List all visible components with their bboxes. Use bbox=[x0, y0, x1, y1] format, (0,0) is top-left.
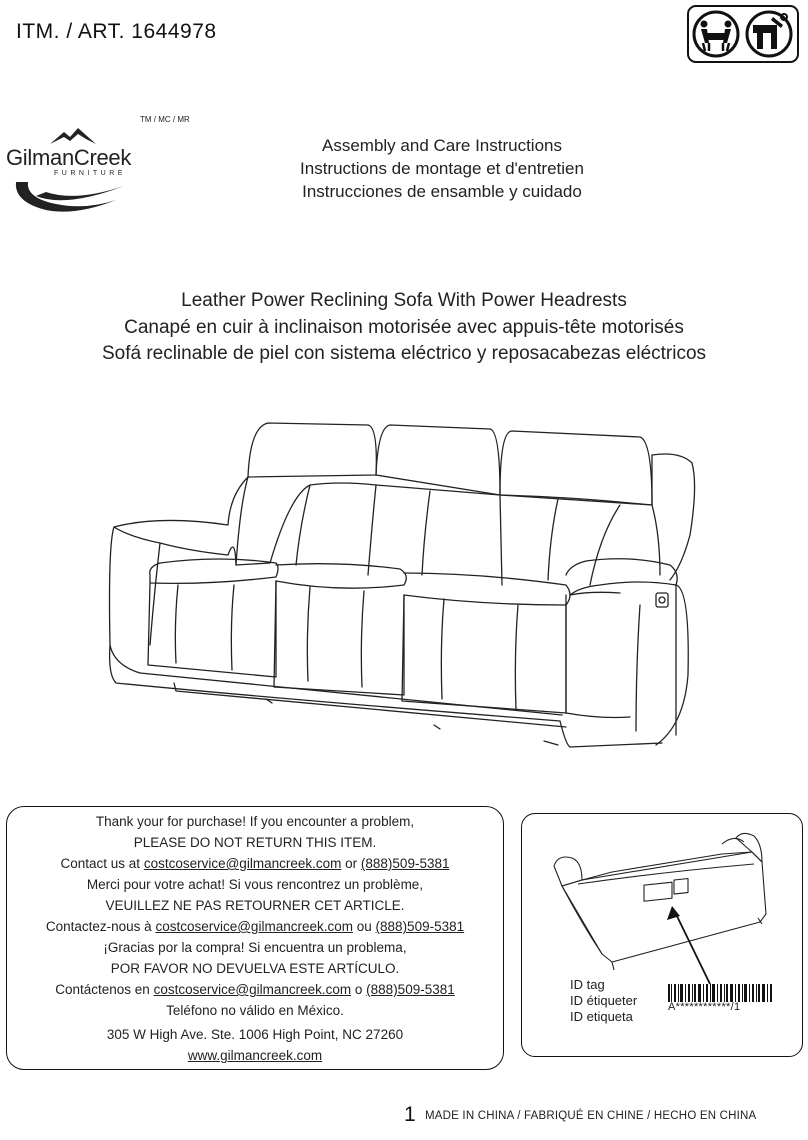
barcode-graphic bbox=[668, 984, 772, 1002]
sofa-underside-illustration bbox=[522, 814, 802, 994]
contact-es-line1: ¡Gracias por la compra! Si encuentra un problema, bbox=[103, 940, 407, 955]
instructions-en: Assembly and Care Instructions bbox=[322, 136, 562, 155]
contact-or: o bbox=[354, 982, 363, 997]
contact-phone-link[interactable]: (888)509-5381 bbox=[360, 856, 450, 871]
contact-or: or bbox=[345, 856, 358, 871]
contact-email-link[interactable]: costcoservice@gilmancreek.com bbox=[153, 982, 352, 997]
contact-fr-info bbox=[6, 919, 504, 934]
trademark-mark: TM / MC / MR bbox=[140, 115, 190, 124]
contact-phone-link[interactable]: (888)509-5381 bbox=[366, 982, 455, 997]
website-link[interactable]: www.gilmancreek.com bbox=[187, 1048, 323, 1063]
instructions-es: Instrucciones de ensamble y cuidado bbox=[302, 182, 582, 201]
id-tag-label-fr: ID étiqueter bbox=[570, 993, 638, 1008]
item-number: ITM. / ART. 1644978 bbox=[16, 20, 217, 43]
product-title-en: Leather Power Reclining Sofa With Power Headrests bbox=[181, 290, 627, 311]
instructions-fr: Instructions de montage et d'entretien bbox=[300, 159, 584, 178]
product-title-es: Sofá reclinable de piel con sistema eléctrico y reposacabezas eléctricos bbox=[101, 343, 707, 364]
contact-en-line2: PLEASE DO NOT RETURN THIS ITEM. bbox=[133, 835, 377, 850]
contact-phone-link[interactable]: (888)509-5381 bbox=[375, 919, 465, 934]
contact-en-prefix: Contact us at bbox=[60, 856, 141, 871]
contact-es-info bbox=[6, 982, 504, 997]
id-tag-label-en: ID tag bbox=[570, 977, 605, 992]
contact-es-line2: POR FAVOR NO DEVUELVA ESTE ARTÍCULO. bbox=[110, 961, 400, 976]
contact-en-info bbox=[6, 856, 504, 871]
barcode-text: A************/1 bbox=[668, 1001, 741, 1013]
contact-phone-note: Teléfono no válido en México. bbox=[166, 1003, 344, 1018]
contact-address: 305 W High Ave. Ste. 1006 High Point, NC 27260 bbox=[106, 1027, 404, 1042]
no-tools-required-icon bbox=[747, 12, 791, 56]
id-tag-box bbox=[521, 813, 803, 1057]
contact-fr-line2: VEUILLEZ NE PAS RETOURNER CET ARTICLE. bbox=[105, 898, 405, 913]
contact-fr-line1: Merci pour votre achat! Si vous rencontrez un problème, bbox=[86, 877, 424, 892]
page-number: 1 bbox=[404, 1103, 416, 1126]
contact-or: ou bbox=[356, 919, 372, 934]
assembly-icons-box bbox=[687, 5, 799, 63]
contact-website-line bbox=[6, 1048, 504, 1063]
contact-fr-prefix: Contactez-nous à bbox=[45, 919, 152, 934]
two-person-lift-icon bbox=[694, 12, 738, 56]
contact-email-link[interactable]: costcoservice@gilmancreek.com bbox=[155, 919, 353, 934]
made-in-country: MADE IN CHINA / FABRIQUÉ EN CHINE / HECHO EN CHINA bbox=[425, 1110, 757, 1122]
product-title-fr: Canapé en cuir à inclinaison motorisée avec appuis-tête motorisés bbox=[124, 317, 684, 338]
contact-es-prefix: Contáctenos en bbox=[55, 982, 150, 997]
brand-name: GilmanCreek bbox=[6, 145, 132, 170]
contact-email-link[interactable]: costcoservice@gilmancreek.com bbox=[143, 856, 342, 871]
contact-en-line1: Thank your for purchase! If you encounter a problem, bbox=[95, 814, 415, 829]
sofa-illustration bbox=[100, 415, 710, 760]
brand-subtitle: FURNITURE bbox=[54, 170, 126, 177]
id-tag-label-es: ID etiqueta bbox=[570, 1009, 633, 1024]
